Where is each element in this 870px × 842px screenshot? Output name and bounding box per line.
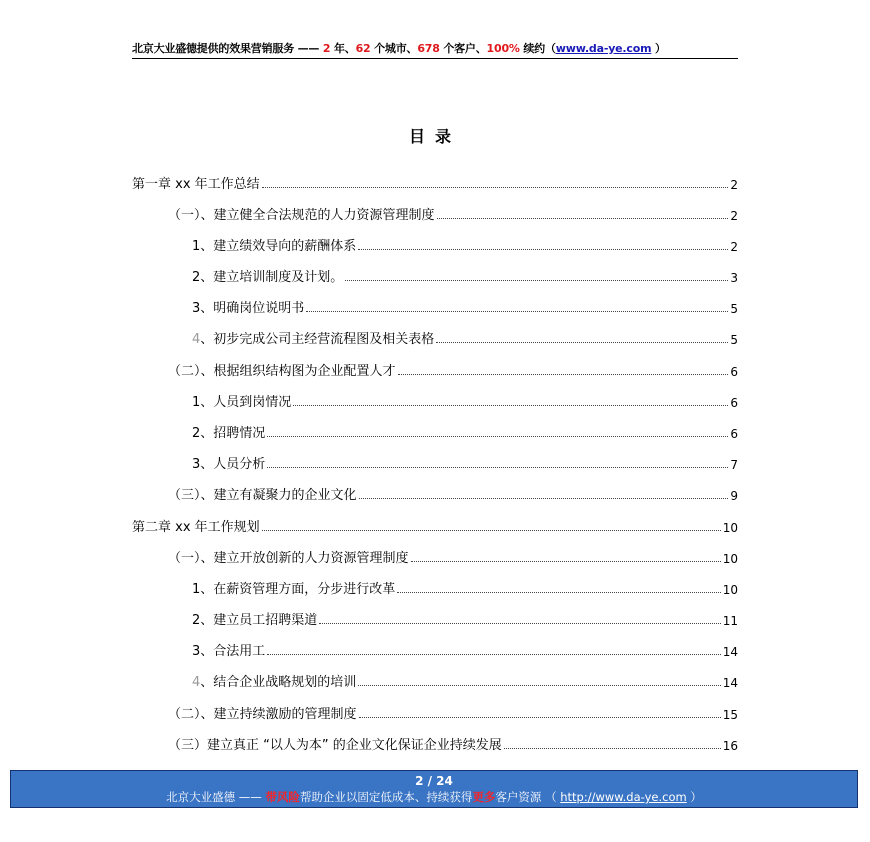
toc-page-number: 9 bbox=[730, 489, 738, 503]
toc-entry-text: 、建立培训制度及计划。 bbox=[200, 270, 344, 285]
toc-entry-text: 第一章 xx 年工作总结 bbox=[132, 177, 260, 192]
toc-entry[interactable] bbox=[192, 329, 738, 347]
toc-entry-label bbox=[168, 204, 435, 223]
toc-entry[interactable] bbox=[192, 392, 738, 410]
toc-entry-text: （一）、建立开放创新的人力资源管理制度 bbox=[168, 551, 409, 566]
toc-entry-label bbox=[192, 609, 317, 628]
toc-entry-number: 2 bbox=[192, 613, 201, 628]
toc-entry-text: 、招聘情况 bbox=[200, 426, 266, 441]
dot-leader bbox=[359, 498, 729, 499]
toc-entry-label bbox=[192, 640, 265, 659]
toc-entry-label bbox=[192, 266, 343, 285]
toc-entry[interactable] bbox=[192, 641, 738, 659]
toc-page-number: 6 bbox=[730, 365, 738, 379]
toc-entry[interactable] bbox=[168, 361, 738, 379]
header-years: 2 bbox=[322, 42, 331, 55]
toc-entry-text: 、人员到岗情况 bbox=[200, 395, 292, 410]
toc-entry-text: （三）、建立有凝聚力的企业文化 bbox=[168, 488, 357, 503]
toc-entry[interactable] bbox=[132, 174, 738, 192]
header-text-6: ） bbox=[651, 42, 666, 55]
toc-entry[interactable] bbox=[192, 579, 738, 597]
dot-leader bbox=[504, 748, 721, 749]
toc-entry-label bbox=[192, 235, 356, 254]
toc-entry-text: 、在薪资管理方面，分步进行改革 bbox=[200, 582, 396, 597]
dot-leader bbox=[267, 654, 720, 655]
toc-page-number: 14 bbox=[722, 645, 738, 659]
toc-page-number: 5 bbox=[730, 302, 738, 316]
dot-leader bbox=[437, 218, 729, 219]
toc-entry-number: 1 bbox=[192, 582, 201, 597]
toc-entry-number: 2 bbox=[192, 270, 201, 285]
toc-entry-text: （三）建立真正 “以人为本” 的企业文化保证企业持续发展 bbox=[168, 738, 502, 753]
toc-page-number: 6 bbox=[730, 427, 738, 441]
toc-entry-number: 1 bbox=[192, 395, 201, 410]
page-indicator: 2 / 24 bbox=[415, 774, 453, 788]
dot-leader bbox=[398, 374, 729, 375]
header-text-5: 续约（ bbox=[519, 42, 556, 55]
toc-entry-number: 4 bbox=[192, 675, 201, 690]
footer-text-1: 北京大业盛德 —— bbox=[166, 790, 266, 804]
dot-leader bbox=[267, 436, 728, 437]
dot-leader bbox=[293, 405, 728, 406]
toc-entry-label bbox=[192, 578, 395, 597]
toc-entry[interactable] bbox=[168, 548, 738, 566]
toc-entry-label bbox=[192, 297, 304, 316]
dot-leader bbox=[397, 592, 720, 593]
toc-entry-text: 、合法用工 bbox=[200, 644, 266, 659]
toc-entry-label bbox=[132, 516, 260, 535]
toc-entry-text: 、结合企业战略规划的培训 bbox=[200, 675, 357, 690]
toc-entry-label bbox=[168, 360, 396, 379]
header-cities: 62 bbox=[355, 42, 371, 55]
toc-entry[interactable] bbox=[192, 454, 738, 472]
toc-page-number: 10 bbox=[722, 583, 738, 597]
toc-entry-label bbox=[168, 734, 502, 753]
header-text-4: 个客户、 bbox=[439, 42, 487, 55]
dot-leader bbox=[306, 311, 728, 312]
toc-entry-number: 3 bbox=[192, 644, 201, 659]
toc-page-number: 2 bbox=[730, 209, 738, 223]
dot-leader bbox=[436, 342, 728, 343]
footer-line bbox=[11, 789, 857, 805]
dot-leader bbox=[267, 467, 728, 468]
footer-link[interactable]: http://www.da-ye.com bbox=[560, 790, 687, 804]
toc-page-number: 2 bbox=[730, 178, 738, 192]
toc-entry[interactable] bbox=[192, 267, 738, 285]
header-link[interactable]: www.da-ye.com bbox=[555, 42, 652, 55]
header-text-3: 个城市、 bbox=[370, 42, 418, 55]
header-text-2: 年、 bbox=[330, 42, 356, 55]
toc-entry[interactable] bbox=[192, 298, 738, 316]
toc-entry-label bbox=[168, 484, 357, 503]
toc-page-number: 7 bbox=[730, 458, 738, 472]
dot-leader bbox=[358, 249, 728, 250]
toc-page-number: 10 bbox=[722, 552, 738, 566]
toc-entry-label bbox=[192, 671, 356, 690]
footer-text-4: ） bbox=[686, 790, 702, 804]
toc-entry[interactable] bbox=[132, 517, 738, 535]
toc-page-number: 15 bbox=[722, 708, 738, 722]
toc-entry-number: 3 bbox=[192, 457, 201, 472]
toc-page-number: 5 bbox=[730, 333, 738, 347]
toc-page-number: 14 bbox=[722, 676, 738, 690]
toc-page-number: 11 bbox=[722, 614, 738, 628]
toc-title: 目录 bbox=[408, 127, 461, 146]
dot-leader bbox=[358, 685, 720, 686]
toc-entry-number: 4 bbox=[192, 332, 201, 347]
dot-leader bbox=[262, 530, 721, 531]
dot-leader bbox=[345, 280, 728, 281]
dot-leader bbox=[262, 187, 729, 188]
header-text-1: 北京大业盛德提供的效果营销服务 —— bbox=[132, 42, 323, 55]
toc-entry-label bbox=[192, 328, 434, 347]
toc-entry-number: 2 bbox=[192, 426, 201, 441]
toc-entry-text: 、初步完成公司主经营流程图及相关表格 bbox=[200, 332, 435, 347]
footer-text-3: 客户资源 （ bbox=[495, 790, 561, 804]
dot-leader bbox=[411, 561, 721, 562]
footer-text-2: 帮助企业以固定低成本、持续获得 bbox=[299, 790, 473, 804]
toc-entry-label bbox=[168, 703, 357, 722]
toc-page-number: 16 bbox=[722, 739, 738, 753]
toc-entry-text: 、建立绩效导向的薪酬体系 bbox=[200, 239, 357, 254]
toc-entry[interactable] bbox=[168, 205, 738, 223]
toc-entry-number: 3 bbox=[192, 301, 201, 316]
toc-entry-text: 、明确岗位说明书 bbox=[200, 301, 305, 316]
toc-entry-text: 、人员分析 bbox=[200, 457, 266, 472]
toc-entry[interactable] bbox=[168, 485, 738, 503]
toc-page-number: 3 bbox=[730, 271, 738, 285]
toc-entry-label bbox=[192, 422, 265, 441]
toc-entry[interactable] bbox=[192, 236, 738, 254]
footer-highlight-2: 更多 bbox=[472, 790, 496, 804]
toc-entry[interactable] bbox=[168, 735, 738, 753]
toc-entry-label bbox=[192, 453, 265, 472]
page-footer bbox=[10, 770, 858, 808]
toc-entry-label bbox=[168, 547, 409, 566]
toc-page-number: 2 bbox=[730, 240, 738, 254]
toc-entry-text: 第二章 xx 年工作规划 bbox=[132, 520, 260, 535]
toc-page-number: 10 bbox=[722, 521, 738, 535]
dot-leader bbox=[319, 623, 720, 624]
toc-entry[interactable] bbox=[192, 610, 738, 628]
toc-entry-label bbox=[192, 391, 291, 410]
toc-entry-text: （二）、根据组织结构图为企业配置人才 bbox=[168, 364, 396, 379]
toc-entry[interactable] bbox=[168, 704, 738, 722]
toc-entry-text: （一）、建立健全合法规范的人力资源管理制度 bbox=[168, 208, 435, 223]
toc-entry[interactable] bbox=[192, 423, 738, 441]
toc-entry-text: （二）、建立持续激励的管理制度 bbox=[168, 707, 357, 722]
dot-leader bbox=[359, 717, 721, 718]
toc-entry-number: 1 bbox=[192, 239, 201, 254]
header-clients: 678 bbox=[417, 42, 440, 55]
footer-highlight-1: 带风险 bbox=[265, 790, 300, 804]
toc-page-number: 6 bbox=[730, 396, 738, 410]
toc-entry-label bbox=[132, 173, 260, 192]
toc-entry-text: 、建立员工招聘渠道 bbox=[200, 613, 318, 628]
toc-entry[interactable] bbox=[192, 672, 738, 690]
header-renew: 100% bbox=[486, 42, 520, 55]
